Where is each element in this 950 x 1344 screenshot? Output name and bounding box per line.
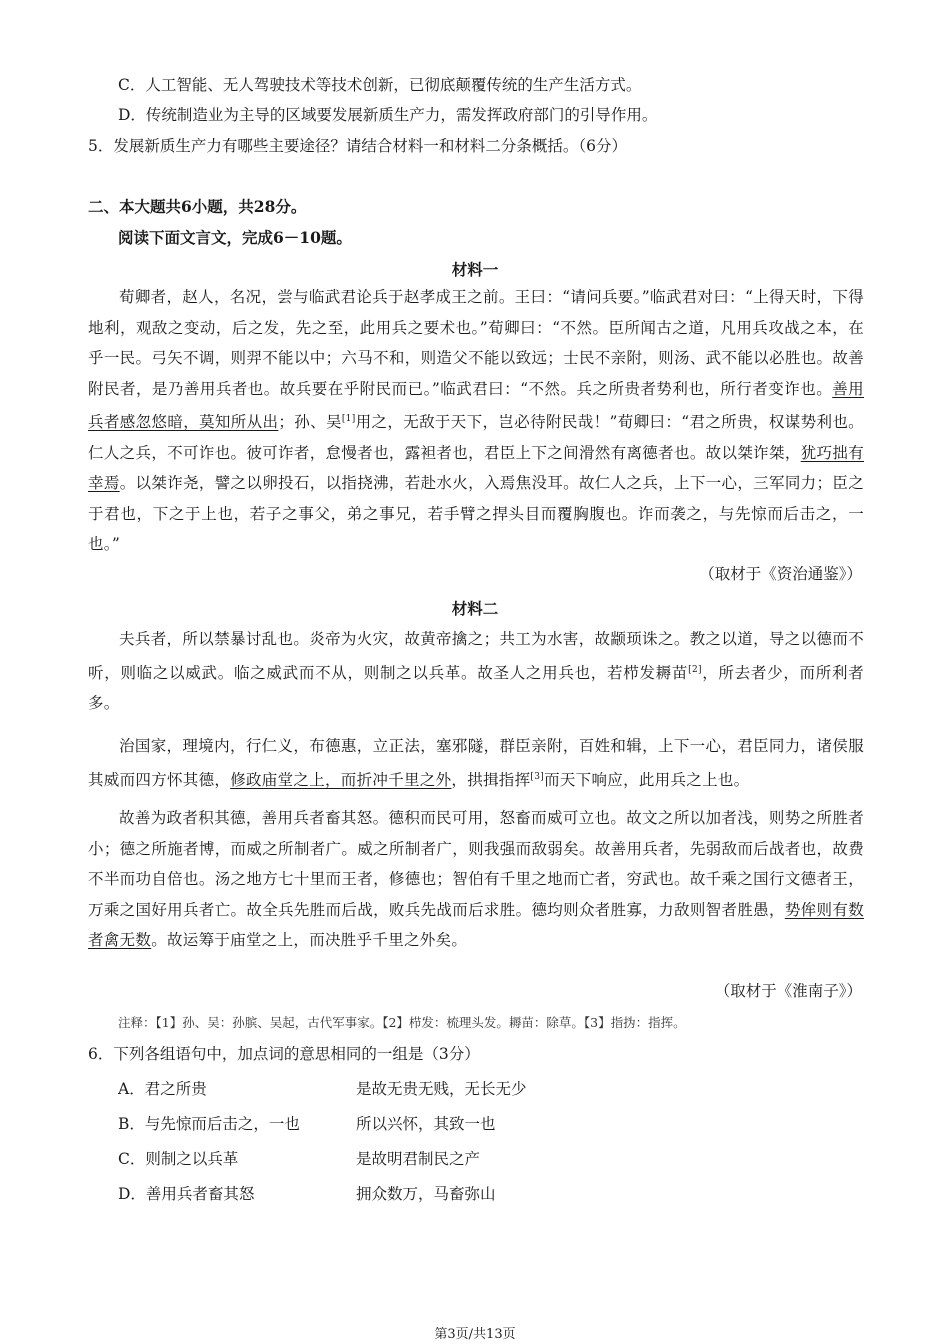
- footnotes: 注释：【1】孙、吴：孙膑、吴起，古代军事家。【2】栉发：梳理头发。耨苗：除草。【3】指㧑：指挥。: [118, 1015, 686, 1030]
- m2-p3-text-a: 故善为政者积其德，善用兵者畜其怒。德积而民可用，怒畜而威可立也。故文之所以加者浅，则势之所胜者小；德之所施者博，而威之所制者广。威之所制者广，则我强而敌弱矣。故善用兵者，先弱敌而后战者也，故费不半而功自倍也。汤之地方七十里而王者，修德也；智伯有千里之地而亡者，穷武也。故千乘之国行文德者王，万乘之国好用兵者亡。故全兵先胜而后战，败兵先战而后求胜。德均则众者胜寡，力敌则智者胜愚，: [88, 809, 864, 919]
- material-2-paragraph-2: [88, 731, 864, 795]
- material-1-heading: 材料一: [451, 260, 499, 279]
- q6-option-c: [118, 1147, 480, 1169]
- material-1-source: （取材于《资治通鉴》）: [699, 565, 862, 583]
- q6-option-a: [118, 1077, 527, 1099]
- q6-option-a-right: 是故无贵无贱，无长无少: [356, 1080, 527, 1098]
- section-2-title: 二、本大题共6小题，共28分。: [88, 197, 307, 216]
- q6-option-d-left: D．善用兵者畜其怒: [118, 1185, 255, 1203]
- m1-text-b: ；孙、吴: [278, 413, 342, 432]
- m2-underline-1: 修政庙堂之上，而折冲千里之外: [230, 770, 452, 789]
- m2-p3-text-b: 。故运筹于庙堂之上，而决胜乎千里之外矣。: [151, 931, 468, 949]
- m1-text-c: 用之，无敌于天下，岂必待附民哉！”荀卿曰：“君之所贵，权谋势利也。仁人之兵，不可诈也。彼可诈者，怠慢者也，露袒者也，君臣上下之间滑然有离德者也。故以桀诈桀，: [88, 413, 864, 462]
- material-2-paragraph-1: [88, 624, 864, 719]
- m1-text-a: 荀卿者，赵人，名况，尝与临武君论兵于赵孝成王之前。王曰：“请问兵要。”临武君对曰：“上得天时，下得地利，观敌之变动，后之发，先之至，此用兵之要术也。”荀卿曰：“不然。臣所闻古之道，凡用兵攻战之本，在乎一民。弓矢不调，则羿不能以中；六马不和，则造父不能以致远；士民不亲附，则汤、武不能以必胜也。故善附民者，是乃善用兵者也。故兵要在乎附民而已。”临武君曰：“不然。兵之所贵者势利也，所行者变诈也。: [88, 288, 864, 398]
- q6-option-a-left: A．君之所贵: [118, 1080, 207, 1098]
- page-number: 第3页/共13页: [434, 1327, 516, 1342]
- question-5: 5．发展新质生产力有哪些主要途径？请结合材料一和材料二分条概括。（6分）: [88, 137, 627, 155]
- q6-option-b-left: B．与先惊而后击之，一也: [118, 1115, 300, 1133]
- q6-option-c-left: C．则制之以兵革: [118, 1150, 239, 1168]
- option-c: C．人工智能、无人驾驶技术等技术创新，已彻底颠覆传统的生产生活方式。: [118, 76, 642, 94]
- m2-p2-text-a: 治国家，理境内，行仁义，布德惠，立正法，塞邪隧，群臣亲附，百姓和辑，上下一心，君臣同力，诸侯服其威而四方怀其德，: [88, 737, 864, 789]
- m1-footnote-1: [1]: [341, 414, 356, 424]
- material-2-heading: 材料二: [451, 599, 499, 618]
- m1-underline-1: 善用兵者感忽悠暗，莫知所从出: [88, 379, 864, 432]
- m2-p1-text-a: 夫兵者，所以禁暴讨乱也。炎帝为火灾，故黄帝擒之；共工为水害，故颛顼诛之。教之以道，导之以德而不听，则临之以威武。临之威武而不从，则制之以兵革。故圣人之用兵也，若栉发耨苗: [88, 630, 864, 682]
- q6-option-b-right: 所以兴怀，其致一也: [356, 1115, 496, 1133]
- option-d: D．传统制造业为主导的区域要发展新质生产力，需发挥政府部门的引导作用。: [118, 106, 658, 124]
- m1-text-d: 。以桀诈尧，譬之以卵投石，以指挠沸，若赴水火，入焉焦没耳。故仁人之兵，上下一心，三军同力；臣之于君也，下之于上也，若子之事父，弟之事兄，若手臂之捍头目而覆胸腹也。诈而袭之，与先惊而后击之，一也。”: [88, 474, 864, 554]
- section-2-instruction: 阅读下面文言文，完成6－10题。: [118, 228, 352, 247]
- m2-footnote-3: [3]: [530, 771, 545, 782]
- material-2-source: （取材于《淮南子》）: [714, 982, 862, 1000]
- q6-option-d-right: 拥众数万，马畜弥山: [356, 1185, 496, 1203]
- q6-option-b: [118, 1112, 496, 1134]
- material-1-paragraph: [88, 282, 864, 560]
- m2-p2-text-b: ，拱揖指挥: [451, 770, 531, 789]
- m2-footnote-2: [2]: [688, 664, 702, 675]
- material-2-paragraph-3: [88, 803, 864, 956]
- m1-underline-2: 犹巧拙有幸焉: [88, 443, 864, 493]
- m2-underline-2: 势侔则有数者禽无数: [88, 900, 864, 949]
- q6-option-d: [118, 1182, 496, 1204]
- m2-p2-text-c: 而天下响应，此用兵之上也。: [544, 770, 750, 789]
- q6-option-c-right: 是故明君制民之产: [356, 1150, 481, 1168]
- question-6-stem: 6．下列各组语句中，加点词的意思相同的一组是（3分）: [88, 1045, 480, 1063]
- m2-p1-text-b: ，所去者少，而所利者多。: [88, 663, 864, 713]
